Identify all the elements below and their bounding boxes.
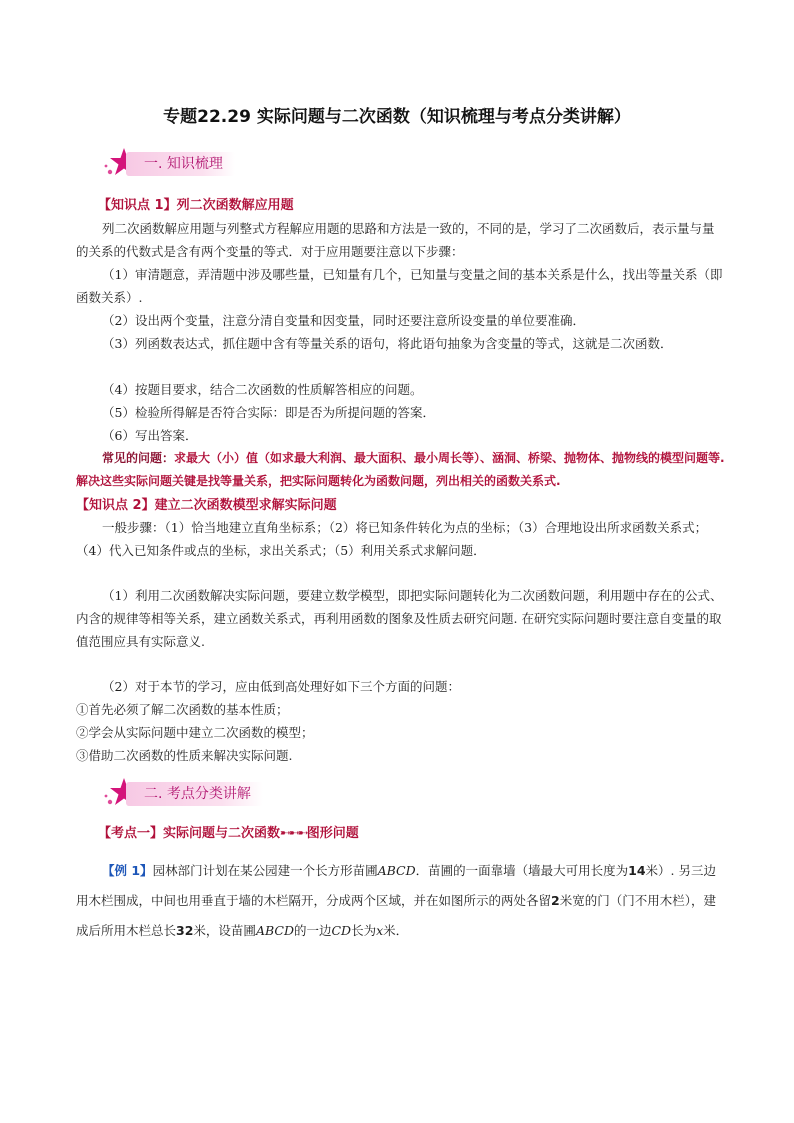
knowledge-point-1-heading: 【知识点 1】列二次函数解应用题 [98, 198, 294, 213]
example-text: 米）. 另三边用木栏围成，中间也用垂直于墙的木栏隔开，分成两个区域，并在如图所示的两处各留 [76, 863, 716, 908]
kp1-step-3: （3）列函数表达式，抓住题中含有等量关系的语句，将此语句抽象为含变量的等式，这就是二次函数． [102, 336, 673, 351]
number-2: 2 [551, 893, 560, 908]
kp2-general-steps: 一般步骤：（1）恰当地建立直角坐标系；（2）将已知条件转化为点的坐标；（3）合理地设出所求函数关系式；（4）代入已知条件或点的坐标，求出关系式；（5）利用关系式求解问题． [76, 520, 708, 558]
kp2-note-2-item-2: ②学会从实际问题中建立二次函数的模型； [76, 725, 314, 740]
math-abcd: ABCD [377, 863, 416, 878]
example-text: 长为 [351, 923, 377, 938]
kp2-note-2-item-3: ③借助二次函数的性质来解决实际问题. [76, 748, 293, 763]
kp2-note-1: （1）利用二次函数解决实际问题，要建立数学模型，即把实际问题转化为二次函数问题，利用题中存在的公式、内含的规律等相等关系，建立函数关系式，再利用函数的图象及性质去研究问题. 在研究实际问题时要注意自变量的取值范围应具有实际意义. [76, 588, 723, 649]
section-banner-topics [102, 776, 322, 810]
kp1-step-4: （4）按题目要求，结合二次函数的性质解答相应的问题。 [102, 382, 423, 397]
example-text: 米． [383, 923, 409, 938]
kp1-step-1: （1）审清题意，弄清题中涉及哪些量，已知量有几个，已知量与变量之间的基本关系是什么，找出等量关系（即函数关系）. [76, 267, 723, 305]
number-14: 14 [628, 863, 646, 878]
common-problems-text: 求最大（小）值（如求最大利润、最大面积、最小周长等）、涵洞、桥梁、抛物体、抛物线的模型问题等. 解决这些实际问题关键是找等量关系，把实际问题转化为函数问题，列出相关的函数关系式. [76, 451, 725, 488]
section-banner-knowledge [102, 146, 302, 180]
example-label: 【例 1】 [102, 863, 153, 878]
topic-1-suffix: 图形问题 [306, 826, 359, 841]
example-text: ．苗圃的一面靠墙（墙最大可用长度为 [415, 863, 629, 878]
example-text: 的一边 [293, 923, 332, 938]
math-x: x [376, 923, 384, 938]
math-cd: CD [331, 923, 352, 938]
kp1-step-5: （5）检验所得解是否符合实际：即是否为所提问题的答案． [102, 405, 435, 420]
topic-1-heading [98, 822, 359, 841]
example-text: 米，设苗圃 [193, 923, 256, 938]
common-problems-lead: 常见的问题： [102, 451, 175, 465]
math-abcd: ABCD [255, 923, 294, 938]
kp2-note-2-intro: （2）对于本节的学习，应由低到高处理好如下三个方面的问题： [102, 679, 460, 694]
arrow-icon: ➸➸➸ [280, 826, 307, 841]
number-32: 32 [176, 923, 194, 938]
knowledge-point-2-heading: 【知识点 2】建立二次函数模型求解实际问题 [76, 498, 337, 513]
kp1-step-6: （6）写出答案． [102, 428, 198, 443]
kp1-step-2: （2）设出两个变量，注意分清自变量和因变量，同时还要注意所设变量的单位要准确． [102, 313, 585, 328]
example-text: 园林部门计划在某公园建一个长方形苗圃 [152, 863, 378, 878]
page-title: 专题22.29 实际问题与二次函数（知识梳理与考点分类讲解） [163, 107, 631, 127]
section-title: 二. 考点分类讲解 [126, 782, 263, 806]
section-title: 一. 知识梳理 [126, 152, 235, 176]
topic-1-prefix: 【考点一】实际问题与二次函数 [98, 826, 281, 841]
kp1-common-problems [76, 447, 726, 493]
kp2-note-2-item-1: ①首先必须了解二次函数的基本性质； [76, 702, 289, 717]
example-1 [76, 856, 726, 946]
kp1-intro: 列二次函数解应用题与列整式方程解应用题的思路和方法是一致的，不同的是，学习了二次函数后，表示量与量的关系的代数式是含有两个变量的等式．对于应用题要注意以下步骤： [76, 221, 715, 259]
example-text: 米宽的门（门不用木栏），建成后所用木栏总长 [76, 893, 716, 938]
